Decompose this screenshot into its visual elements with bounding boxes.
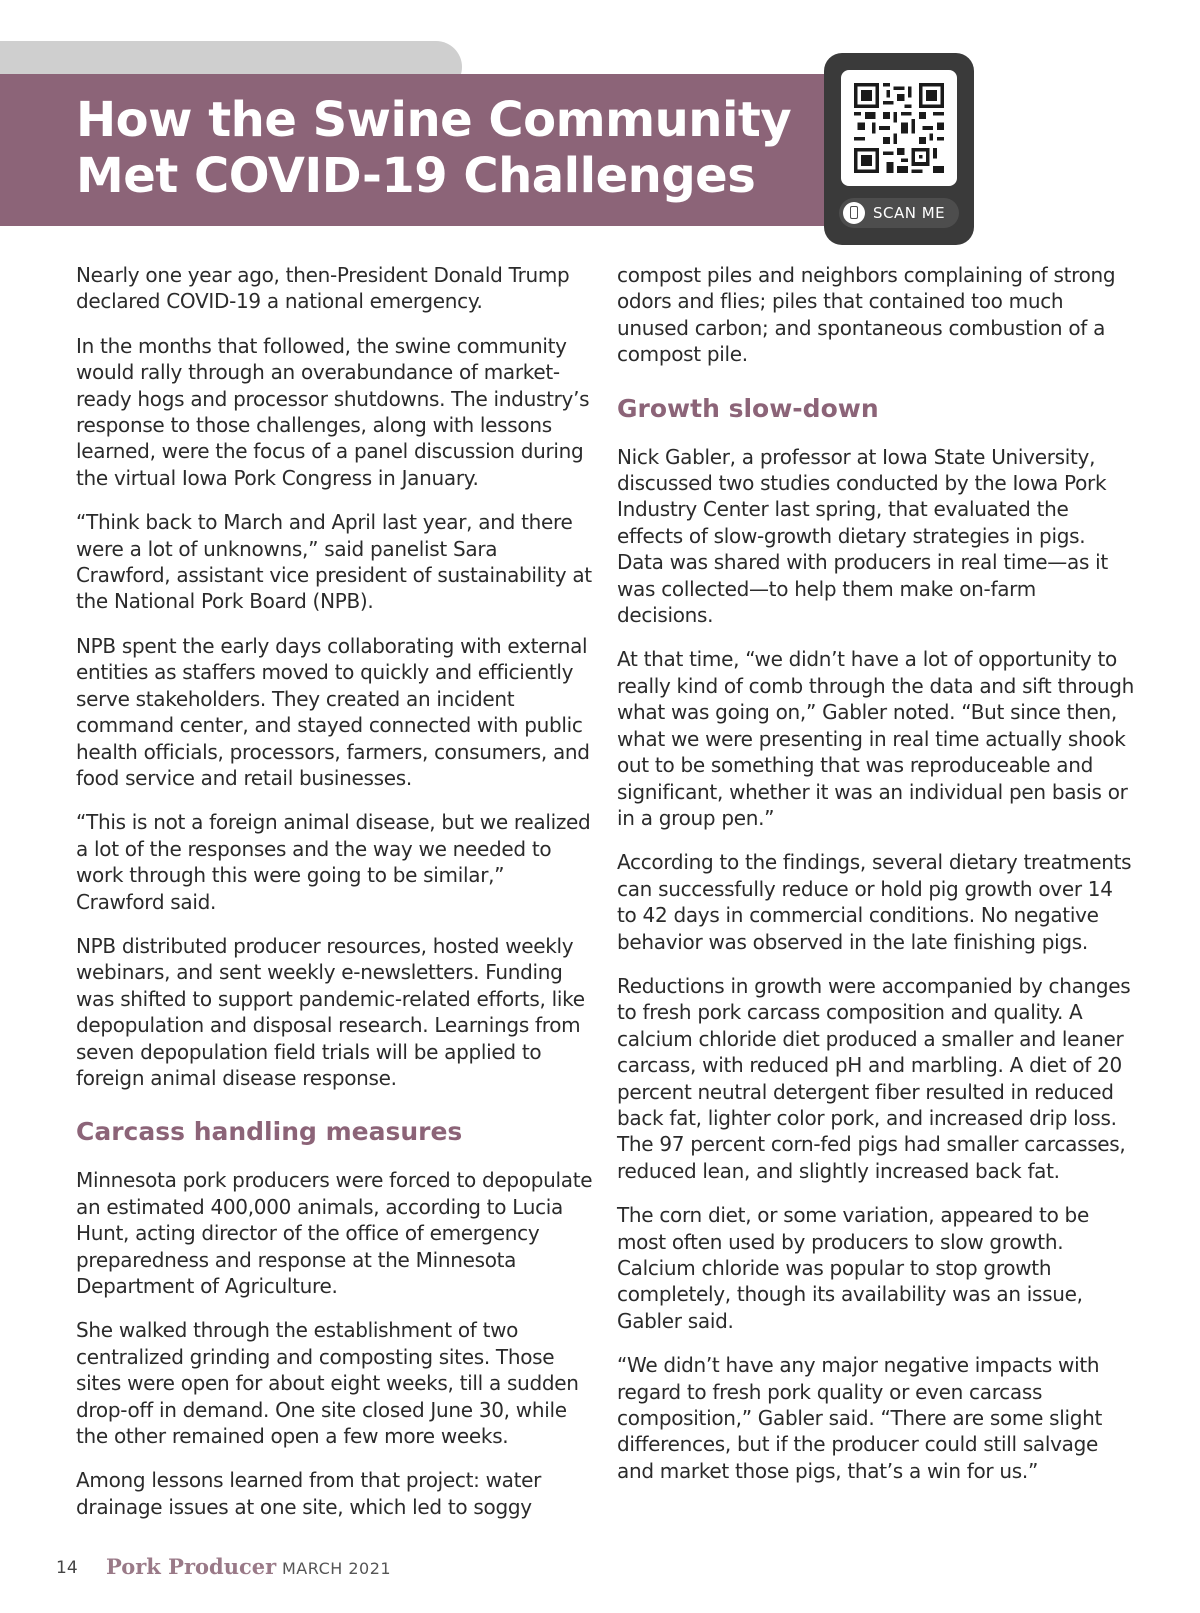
article-paragraph: “This is not a foreign animal disease, but we realized a lot of the responses and the way we needed to work through this were going to be similar,” Crawford said. — [76, 810, 591, 914]
article-paragraph: At that time, “we didn’t have a lot of opportunity to really kind of comb through the data and sift through what was going on,” Gabler noted. “But since then, what we were presenting in real time actually shook out to be something that was reproduceable and significant, whether it was an individual pen basis or in a group pen.” — [617, 647, 1134, 830]
qr-code-badge[interactable] — [824, 53, 974, 245]
article-paragraph: Minnesota pork producers were forced to depopulate an estimated 400,000 animals, according to Lucia Hunt, acting director of the office of emergency preparedness and response at the Minnesota Department of Agriculture. — [76, 1168, 593, 1298]
article-paragraph: The corn diet, or some variation, appeared to be most often used by producers to slow growth. Calcium chloride was popular to stop growth completely, though its availability was an issue, Gabler said. — [617, 1203, 1089, 1333]
article-paragraph: “Think back to March and April last year, and there were a lot of unknowns,” said panelist Sara Crawford, assistant vice president of sustainability at the National Pork Board (NPB). — [76, 510, 592, 614]
section-heading: Carcass handling measures — [76, 1117, 463, 1147]
article-paragraph: “We didn’t have any major negative impacts with regard to fresh pork quality or even carcass composition,” Gabler said. “There are some slight differences, but if the producer could still salvage and market those pigs, that’s a win for us.” — [617, 1353, 1103, 1483]
section-heading: Growth slow-down — [617, 393, 879, 423]
page-number: 14 — [56, 1558, 78, 1578]
page-title: How the Swine Community Met COVID-19 Challenges — [76, 92, 792, 204]
scan-me-label: SCAN ME — [873, 204, 946, 222]
article-column-left — [76, 262, 596, 1538]
qr-code[interactable] — [841, 70, 957, 186]
issue-date: MARCH 2021 — [282, 1559, 392, 1578]
article-paragraph: compost piles and neighbors complaining of strong odors and flies; piles that contained too much unused carbon; and spontaneous combustion of a compost pile. — [617, 263, 1116, 367]
article-paragraph: She walked through the establishment of two centralized grinding and composting sites. Those sites were open for about eight weeks, till a sudden drop-off in demand. One site closed June 30, while the other remained open a few more weeks. — [76, 1318, 579, 1449]
article-column-right — [617, 262, 1137, 1502]
scan-me-button[interactable] — [839, 198, 959, 228]
phone-icon — [843, 202, 865, 224]
article-paragraph: NPB spent the early days collaborating with external entities as staffers moved to quickly and efficiently serve stakeholders. They created an incident command center, and stayed connected with public health officials, processors, farmers, consumers, and food service and retail businesses. — [76, 633, 590, 790]
publication-logo: Pork Producer — [106, 1554, 277, 1579]
qr-code-icon — [854, 83, 944, 173]
article-paragraph: According to the findings, several dietary treatments can successfully reduce or hold pig growth over 14 to 42 days in commercial conditions. No negative behavior was observed in the late finishing pigs. — [617, 850, 1132, 954]
article-paragraph: Among lessons learned from that project: water drainage issues at one site, which led to soggy — [76, 1468, 542, 1519]
article-paragraph: Nearly one year ago, then-President Donald Trump declared COVID-19 a national emergency. — [76, 263, 570, 314]
article-paragraph: NPB distributed producer resources, hosted weekly webinars, and sent weekly e-newsletters. Funding was shifted to support pandemic-related efforts, like depopulation and disposal research. Learnings from seven depopulation field trials will be applied to foreign animal disease response. — [76, 933, 585, 1090]
article-paragraph: Reductions in growth were accompanied by changes to fresh pork carcass composition and quality. A calcium chloride diet produced a smaller and leaner carcass, with reduced pH and marbling. A diet of 20 percent neutral detergent fiber resulted in reduced back fat, lighter color pork, and increased drip loss. The 97 percent corn-fed pigs had smaller carcasses, reduced lean, and slightly increased back fat. — [617, 973, 1131, 1183]
article-paragraph: In the months that followed, the swine community would rally through an overabundance of market-ready hogs and processor shutdowns. The industry’s response to those challenges, along with lessons learned, were the focus of a panel discussion during the virtual Iowa Pork Congress in January. — [76, 333, 590, 490]
article-paragraph: Nick Gabler, a professor at Iowa State University, discussed two studies conducted by the Iowa Pork Industry Center last spring, that evaluated the effects of slow-growth dietary strategies in pigs. Data was shared with producers in real time—as it was collected—to help them make on-farm decisions. — [617, 444, 1108, 628]
